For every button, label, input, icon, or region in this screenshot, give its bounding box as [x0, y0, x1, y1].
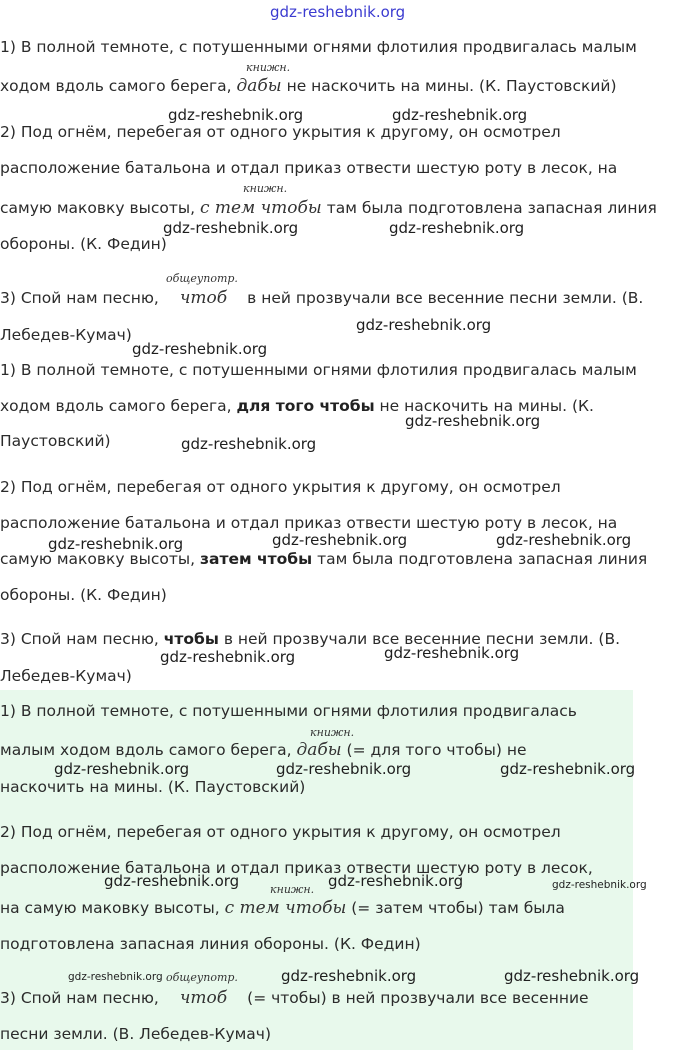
b2-bold-chtoby: чтобы — [163, 630, 219, 648]
b3-sentence2-line3: на самую маковку высоты, с тем чтобы (= затем чтобы) там была — [0, 898, 565, 918]
watermark: gdz-reshebnik.org — [496, 531, 632, 549]
watermark: gdz-reshebnik.org — [104, 872, 240, 890]
b2-sentence2-line1: 2) Под огнём, перебегая от одного укрытия к другому, он осмотрел — [0, 478, 561, 496]
watermark: gdz-reshebnik.org — [328, 872, 464, 890]
watermark: gdz-reshebnik.org — [392, 106, 528, 124]
b1-mark-book: книжн. — [243, 182, 288, 195]
watermark: gdz-reshebnik.org — [54, 760, 190, 778]
b1-mark-common: общеупотр. — [166, 272, 238, 285]
b3-sentence1-line2: малым ходом вдоль самого берега, дабы (= для того чтобы) не — [0, 740, 527, 760]
b3-sentence3-line2: песни земли. (В. Лебедев-Кумач) — [0, 1025, 272, 1043]
watermark: gdz-reshebnik.org — [552, 879, 647, 891]
watermark: gdz-reshebnik.org — [405, 412, 541, 430]
b2-sentence1-line2: ходом вдоль самого берега, для того чтобы не наскочить на мины. (К. — [0, 397, 594, 415]
b1-word-chtob: чтоб — [179, 288, 228, 308]
b2-sentence3-line2: Лебедев-Кумач) — [0, 667, 132, 685]
b2-bold-zatem-chtoby: затем чтобы — [200, 550, 313, 568]
watermark: gdz-reshebnik.org — [48, 535, 184, 553]
b2-sentence1-line3: Паустовский) — [0, 432, 111, 450]
watermark: gdz-reshebnik.org — [272, 531, 408, 549]
watermark: gdz-reshebnik.org — [356, 316, 492, 334]
watermark: gdz-reshebnik.org — [163, 219, 299, 237]
b1-sentence1-line1: 1) В полной темноте, с потушенными огнями флотилия продвигалась малым — [0, 38, 637, 56]
b3-sentence1-line1: 1) В полной темноте, с потушенными огнями флотилия продвигалась — [0, 702, 577, 720]
b1-sentence2-line2: расположение батальона и отдал приказ отвести шестую роту в лесок, на — [0, 159, 618, 177]
b1-sentence2-line4: обороны. (К. Федин) — [0, 235, 167, 253]
watermark: gdz-reshebnik.org — [500, 760, 636, 778]
watermark: gdz-reshebnik.org — [68, 971, 163, 983]
watermark: gdz-reshebnik.org — [281, 967, 417, 985]
watermark: gdz-reshebnik.org — [504, 967, 640, 985]
b1-word-s-tem-chtoby: с тем чтобы — [200, 198, 322, 218]
b1-sentence3-line2: Лебедев-Кумач) — [0, 326, 132, 344]
b1-sentence2-line3: самую маковку высоты, с тем чтобы там была подготовлена запасная линия — [0, 198, 657, 218]
watermark: gdz-reshebnik.org — [384, 644, 520, 662]
b3-sentence2-line1: 2) Под огнём, перебегая от одного укрытия к другому, он осмотрел — [0, 823, 561, 841]
b2-sentence2-line2: расположение батальона и отдал приказ отвести шестую роту в лесок, на — [0, 514, 618, 532]
watermark: gdz-reshebnik.org — [389, 219, 525, 237]
watermark: gdz-reshebnik.org — [181, 435, 317, 453]
b3-mark-book: книжн. — [310, 726, 355, 739]
b1-mark-book: книжн. — [246, 61, 291, 74]
b1-sentence1-line2: ходом вдоль самого берега, дабы не наскочить на мины. (К. Паустовский) — [0, 76, 617, 96]
b3-mark-book: книжн. — [270, 883, 315, 896]
b2-sentence2-line3: самую маковку высоты, затем чтобы там была подготовлена запасная линия — [0, 550, 648, 568]
b3-sentence2-line2: расположение батальона и отдал приказ отвести шестую роту в лесок, — [0, 859, 593, 877]
b2-sentence3-line1: 3) Спой нам песню, чтобы в ней прозвучали все весенние песни земли. (В. — [0, 630, 621, 648]
watermark: gdz-reshebnik.org — [160, 648, 296, 666]
b3-word-daby: дабы — [296, 740, 342, 760]
b2-bold-dlya-togo-chtoby: для того чтобы — [236, 397, 375, 415]
b3-word-chtob: чтоб — [179, 988, 228, 1008]
b3-sentence2-line4: подготовлена запасная линия обороны. (К. Федин) — [0, 935, 421, 953]
watermark: gdz-reshebnik.org — [132, 340, 268, 358]
b2-sentence1-line1: 1) В полной темноте, с потушенными огнями флотилия продвигалась малым — [0, 361, 637, 379]
watermark: gdz-reshebnik.org — [168, 106, 304, 124]
b3-sentence1-line3: наскочить на мины. (К. Паустовский) — [0, 778, 306, 796]
b3-mark-common: общеупотр. — [166, 971, 238, 984]
b2-sentence2-line4: обороны. (К. Федин) — [0, 586, 167, 604]
b1-sentence2-line1: 2) Под огнём, перебегая от одного укрытия к другому, он осмотрел — [0, 123, 561, 141]
b1-sentence3-line1: 3) Спой нам песню, чтоб в ней прозвучали все весенние песни земли. (В. — [0, 288, 644, 308]
b1-word-daby: дабы — [236, 76, 282, 96]
watermark: gdz-reshebnik.org — [276, 760, 412, 778]
b3-word-s-tem-chtoby: с тем чтобы — [224, 898, 347, 918]
watermark: gdz-reshebnik.org — [270, 3, 406, 21]
b3-sentence3-line1: 3) Спой нам песню, чтоб (= чтобы) в ней прозвучали все весенние — [0, 988, 589, 1008]
